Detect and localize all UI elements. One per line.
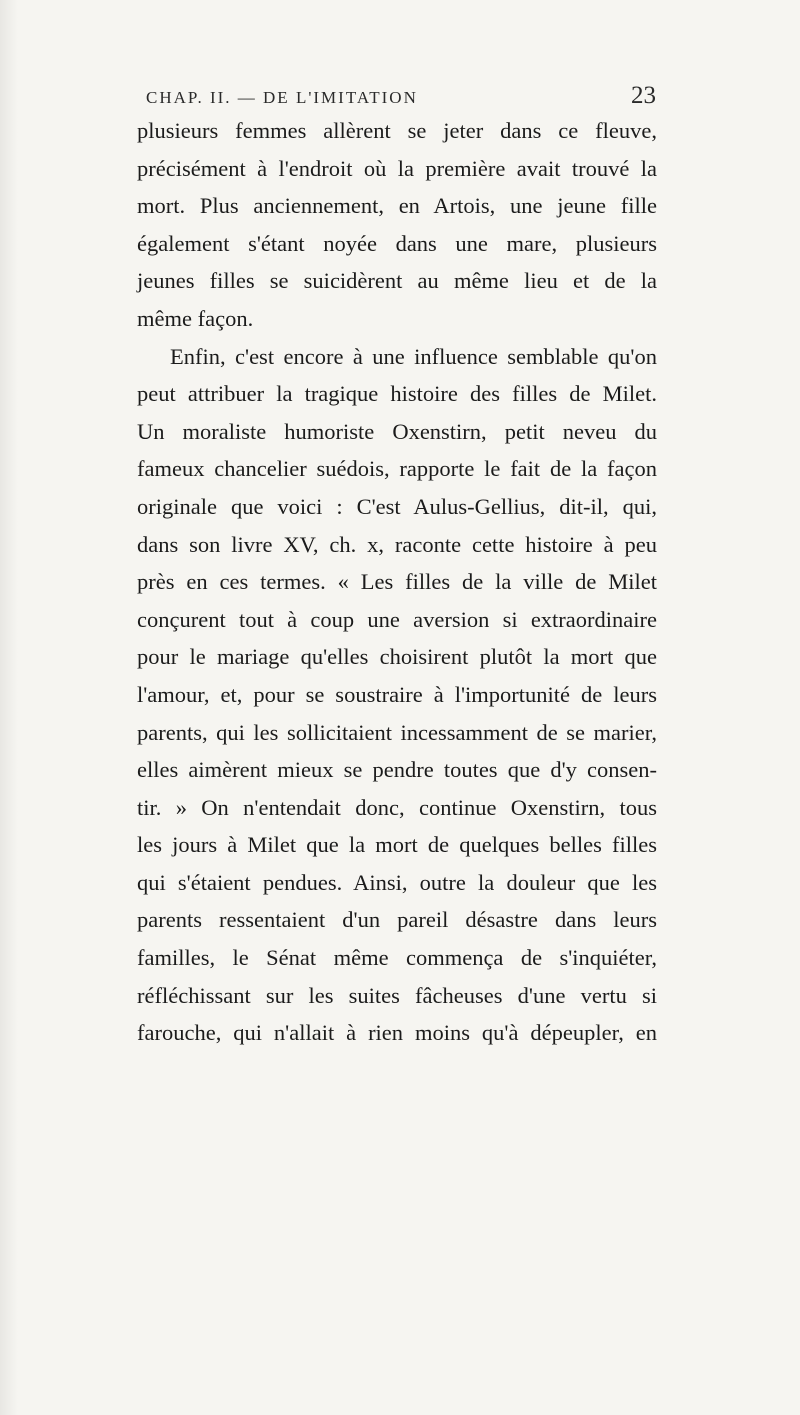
text-line: précisément à l'endroit où la première avait trouvé la [137, 155, 657, 181]
text-line: conçurent tout à coup une aversion si extraordinaire [137, 606, 657, 632]
text-line: familles, le Sénat même commença de s'inquiéter, [137, 945, 657, 971]
text-line: l'amour, et, pour se soustraire à l'importunité de leurs [137, 681, 657, 707]
running-head [146, 84, 656, 114]
text-line: jeunes filles se suicidèrent au même lieu et de la [137, 268, 657, 294]
text-line: parents, qui les sollicitaient incessamment de se marier, [137, 719, 657, 745]
text-line: plusieurs femmes allèrent se jeter dans ce fleuve, [137, 118, 657, 143]
text-line: parents ressentaient d'un pareil désastre dans leurs [137, 907, 657, 933]
text-line: Un moraliste humoriste Oxenstirn, petit neveu du [137, 418, 657, 444]
text-line: les jours à Milet que la mort de quelques belles filles [137, 832, 657, 858]
page-number: 23 [631, 82, 656, 109]
text-line: peut attribuer la tragique histoire des filles de Milet. [137, 381, 657, 407]
text-line: près en ces termes. « Les filles de la ville de Milet [137, 569, 657, 595]
text-line: elles aimèrent mieux se pendre toutes que d'y consen- [137, 757, 657, 783]
text-line: dans son livre XV, ch. x, raconte cette histoire à peu [137, 531, 657, 557]
text-line: également s'étant noyée dans une mare, plusieurs [137, 230, 657, 256]
text-line: originale que voici : C'est Aulus-Gellius, dit-il, qui, [137, 493, 657, 519]
text-line: farouche, qui n'allait à rien moins qu'à dépeupler, en [137, 1020, 657, 1046]
page-edge-shadow [0, 0, 18, 1415]
text-line: réfléchissant sur les suites fâcheuses d'une vertu si [137, 982, 657, 1008]
body-text [137, 112, 657, 1052]
paragraph-start-line: Enfin, c'est encore à une influence semblable qu'on [170, 343, 657, 369]
text-line: pour le mariage qu'elles choisirent plutôt la mort que [137, 644, 657, 670]
running-title: CHAP. II. — DE L'IMITATION [146, 88, 418, 107]
paragraph-end-line: même façon. [137, 305, 254, 331]
text-line: tir. » On n'entendait donc, continue Oxenstirn, tous [137, 794, 657, 820]
text-line: qui s'étaient pendues. Ainsi, outre la douleur que les [137, 869, 657, 895]
text-line: fameux chancelier suédois, rapporte le fait de la façon [137, 456, 657, 482]
text-line: mort. Plus anciennement, en Artois, une jeune fille [137, 193, 657, 219]
